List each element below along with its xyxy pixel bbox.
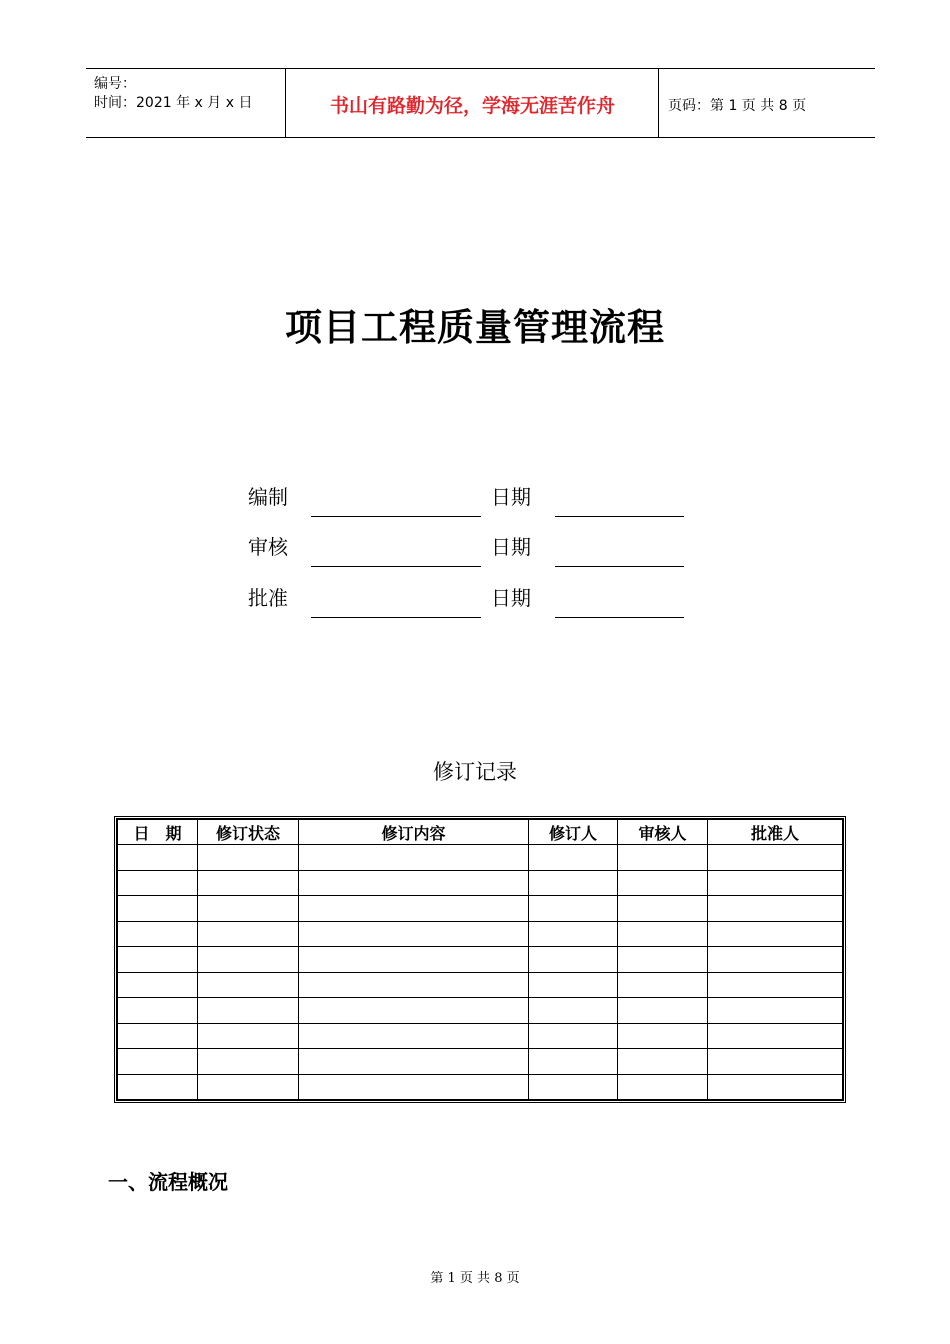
table-cell[interactable] bbox=[708, 998, 843, 1024]
table-cell[interactable] bbox=[708, 1074, 843, 1100]
revision-table-header bbox=[118, 820, 843, 845]
table-cell[interactable] bbox=[118, 845, 198, 871]
table-cell[interactable] bbox=[198, 845, 299, 871]
table-cell[interactable] bbox=[198, 870, 299, 896]
table-cell[interactable] bbox=[529, 1023, 618, 1049]
prepared-date-field[interactable] bbox=[555, 516, 684, 517]
table-cell[interactable] bbox=[708, 947, 843, 973]
table-cell[interactable] bbox=[529, 896, 618, 922]
table-row bbox=[118, 947, 843, 973]
table-cell[interactable] bbox=[529, 972, 618, 998]
header-page-number: 页码：第 1 页 共 8 页 bbox=[668, 98, 807, 114]
table-cell[interactable] bbox=[198, 1074, 299, 1100]
table-cell[interactable] bbox=[529, 998, 618, 1024]
table-cell[interactable] bbox=[118, 1074, 198, 1100]
table-cell[interactable] bbox=[529, 921, 618, 947]
prepared-date-label: 日期 bbox=[491, 485, 531, 509]
col-content: 修订内容 bbox=[299, 820, 529, 845]
table-cell[interactable] bbox=[708, 921, 843, 947]
table-cell[interactable] bbox=[118, 972, 198, 998]
table-cell[interactable] bbox=[118, 870, 198, 896]
table-cell[interactable] bbox=[198, 1049, 299, 1075]
table-cell[interactable] bbox=[118, 1049, 198, 1075]
reviewed-date-label: 日期 bbox=[491, 535, 531, 559]
revision-record-title: 修订记录 bbox=[433, 760, 517, 784]
table-cell[interactable] bbox=[708, 896, 843, 922]
code-label: 编号： bbox=[94, 76, 136, 92]
table-row bbox=[118, 896, 843, 922]
table-row bbox=[118, 870, 843, 896]
header-divider-right bbox=[658, 69, 659, 137]
table-cell[interactable] bbox=[118, 998, 198, 1024]
table-row bbox=[118, 998, 843, 1024]
table-cell[interactable] bbox=[618, 998, 708, 1024]
table-cell[interactable] bbox=[198, 998, 299, 1024]
reviewed-label: 审核 bbox=[248, 535, 288, 559]
table-cell[interactable] bbox=[198, 1023, 299, 1049]
reviewed-date-field[interactable] bbox=[555, 566, 684, 567]
table-cell[interactable] bbox=[299, 845, 529, 871]
time-label: 时间：2021 年 x 月 x 日 bbox=[94, 95, 253, 111]
table-cell[interactable] bbox=[529, 1074, 618, 1100]
table-cell[interactable] bbox=[529, 845, 618, 871]
table-cell[interactable] bbox=[618, 921, 708, 947]
col-reviser: 修订人 bbox=[529, 820, 618, 845]
table-cell[interactable] bbox=[198, 921, 299, 947]
table-cell[interactable] bbox=[118, 947, 198, 973]
table-cell[interactable] bbox=[299, 1023, 529, 1049]
section-heading: 一、流程概况 bbox=[108, 1170, 228, 1194]
header-motto: 书山有路勤为径，学海无涯苦作舟 bbox=[329, 95, 615, 117]
table-cell[interactable] bbox=[198, 947, 299, 973]
header-meta bbox=[94, 75, 252, 113]
page-header bbox=[86, 68, 875, 138]
table-row bbox=[118, 1074, 843, 1100]
table-cell[interactable] bbox=[708, 972, 843, 998]
table-row bbox=[118, 972, 843, 998]
table-row bbox=[118, 921, 843, 947]
table-cell[interactable] bbox=[118, 896, 198, 922]
table-cell[interactable] bbox=[708, 845, 843, 871]
table-cell[interactable] bbox=[198, 972, 299, 998]
reviewed-field[interactable] bbox=[311, 566, 481, 567]
table-cell[interactable] bbox=[708, 870, 843, 896]
col-approver: 批准人 bbox=[708, 820, 843, 845]
table-row bbox=[118, 845, 843, 871]
table-cell[interactable] bbox=[198, 896, 299, 922]
table-cell[interactable] bbox=[618, 870, 708, 896]
table-cell[interactable] bbox=[299, 870, 529, 896]
table-cell[interactable] bbox=[299, 921, 529, 947]
table-row bbox=[118, 1023, 843, 1049]
col-date: 日 期 bbox=[118, 820, 198, 845]
table-cell[interactable] bbox=[118, 1023, 198, 1049]
table-cell[interactable] bbox=[118, 921, 198, 947]
document-title: 项目工程质量管理流程 bbox=[285, 305, 665, 349]
col-reviewer: 审核人 bbox=[618, 820, 708, 845]
table-cell[interactable] bbox=[618, 1074, 708, 1100]
approved-date-field[interactable] bbox=[555, 617, 684, 618]
table-cell[interactable] bbox=[708, 1049, 843, 1075]
table-cell[interactable] bbox=[618, 972, 708, 998]
table-cell[interactable] bbox=[299, 972, 529, 998]
table-cell[interactable] bbox=[618, 896, 708, 922]
prepared-label: 编制 bbox=[248, 485, 288, 509]
table-cell[interactable] bbox=[618, 1023, 708, 1049]
table-row bbox=[118, 1049, 843, 1075]
revision-table bbox=[114, 816, 846, 1103]
table-cell[interactable] bbox=[529, 870, 618, 896]
table-cell[interactable] bbox=[618, 947, 708, 973]
approved-field[interactable] bbox=[311, 617, 481, 618]
table-cell[interactable] bbox=[618, 1049, 708, 1075]
table-cell[interactable] bbox=[529, 947, 618, 973]
table-cell[interactable] bbox=[299, 947, 529, 973]
prepared-field[interactable] bbox=[311, 516, 481, 517]
table-cell[interactable] bbox=[299, 1049, 529, 1075]
col-status: 修订状态 bbox=[198, 820, 299, 845]
approved-label: 批准 bbox=[248, 586, 288, 610]
table-cell[interactable] bbox=[299, 1074, 529, 1100]
table-cell[interactable] bbox=[299, 998, 529, 1024]
table-cell[interactable] bbox=[708, 1023, 843, 1049]
table-cell[interactable] bbox=[618, 845, 708, 871]
table-cell[interactable] bbox=[529, 1049, 618, 1075]
page-footer: 第 1 页 共 8 页 bbox=[430, 1271, 520, 1286]
approved-date-label: 日期 bbox=[491, 586, 531, 610]
table-cell[interactable] bbox=[299, 896, 529, 922]
